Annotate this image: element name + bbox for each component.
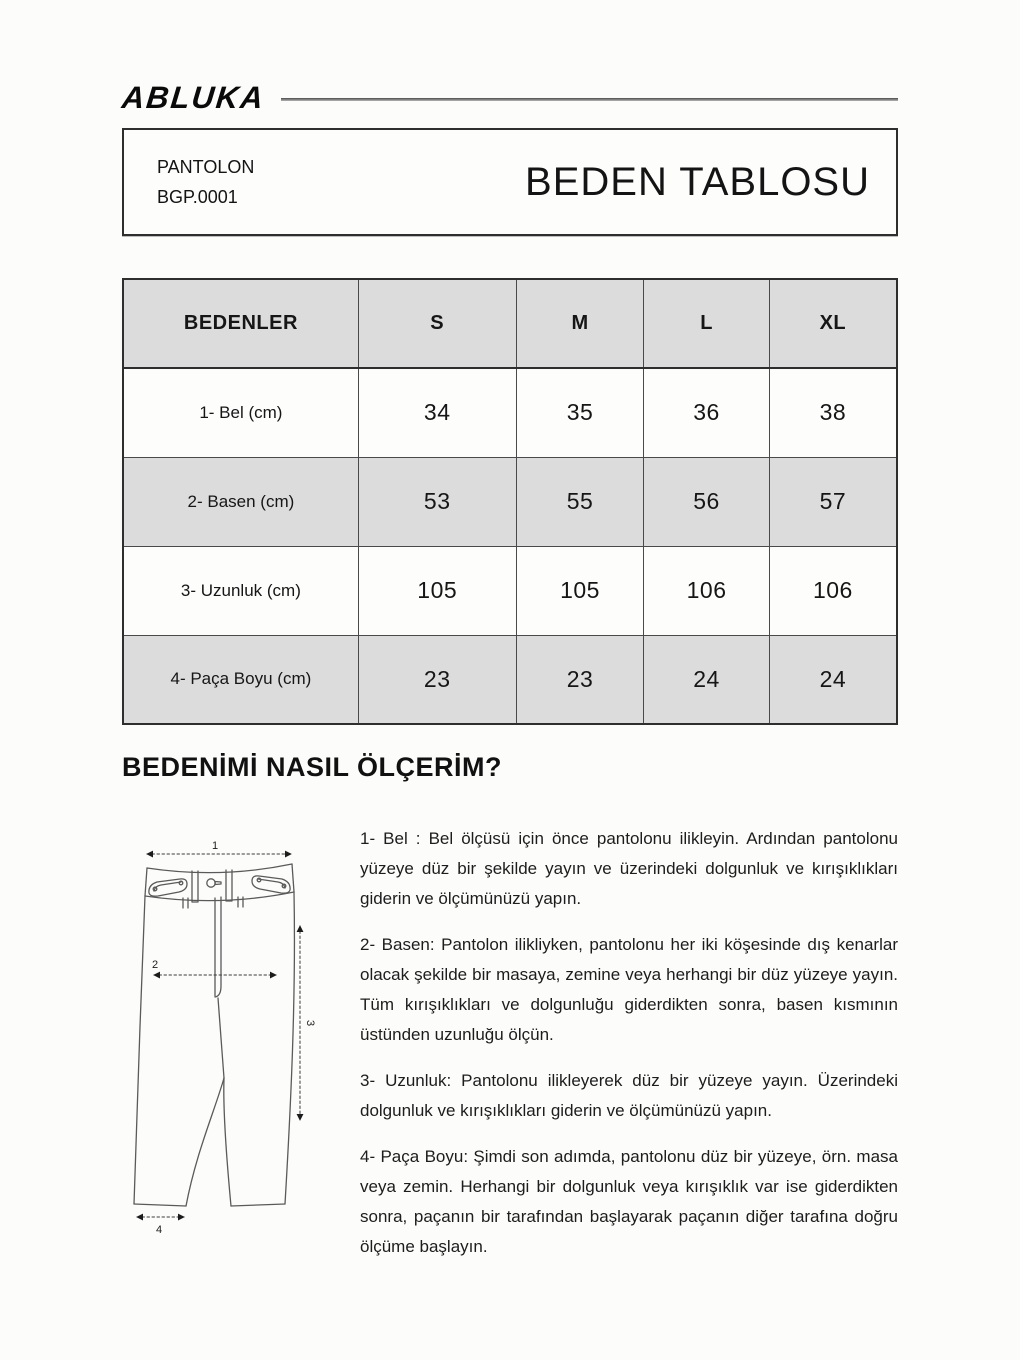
- header-divider-line: [281, 98, 898, 101]
- diagram-column: [122, 824, 360, 1238]
- pocket-right-stitch: [258, 879, 285, 888]
- table-row-uzunluk: [123, 546, 897, 635]
- page-title: BEDEN TABLOSU: [525, 159, 870, 204]
- marker-label-hem: 4: [155, 1224, 163, 1236]
- col-header-l: L: [644, 279, 769, 368]
- cell-value: 35: [516, 368, 644, 457]
- belt-loop-right: [226, 870, 232, 901]
- cell-value: 24: [769, 635, 897, 724]
- cell-value: 23: [358, 635, 516, 724]
- marker-label-hip: 2: [152, 959, 159, 971]
- col-header-xl: XL: [769, 279, 897, 368]
- rivet-icon: [179, 881, 183, 885]
- cell-value: 56: [644, 457, 769, 546]
- cell-value: 23: [516, 635, 644, 724]
- cell-value: 105: [358, 546, 516, 635]
- cell-value: 105: [516, 546, 644, 635]
- table-row-bel: [123, 368, 897, 457]
- fly-curve: [215, 897, 221, 997]
- instruction-paragraph-bel: 1- Bel : Bel ölçüsü için önce pantolonu ilikleyin. Ardından pantolonu yüzeye düz bir şekilde yayın ve üzerindeki dolgunluk ve kırışıklıkları giderin ve ölçümünüzü yapın.: [360, 829, 898, 908]
- row-label: 4- Paça Boyu (cm): [123, 635, 358, 724]
- cell-value: 106: [769, 546, 897, 635]
- marker-label-waist: 1: [211, 840, 219, 852]
- cell-value: 53: [358, 457, 516, 546]
- button-icon: [207, 879, 215, 887]
- brand-header: [122, 80, 898, 116]
- waistband-top-line: [147, 864, 292, 873]
- cell-value: 34: [358, 368, 516, 457]
- row-label: 3- Uzunluk (cm): [123, 546, 358, 635]
- table-row-paca-boyu: [123, 635, 897, 724]
- table-row-basen: [123, 457, 897, 546]
- waistband-right-edge: [292, 864, 294, 892]
- left-leg-outer-seam: [134, 896, 145, 1204]
- product-code: BGP.0001: [157, 186, 238, 207]
- instruction-paragraph-paca-boyu: 4- Paça Boyu: Şimdi son adımda, pantolonu düz bir yüzeye, örn. masa veya zemin. Herhangi bir dolgunluk veya kırışıklık var ise giderdikten sonra, paçanın bir tarafından başlayarak paçanın diğer tarafına doğru ölçüme başlayın.: [360, 1147, 898, 1256]
- product-meta: [157, 157, 254, 208]
- title-card: [122, 128, 898, 236]
- marker-label-length: 3: [304, 1019, 316, 1027]
- measure-instructions: [360, 824, 898, 1278]
- pocket-left-stitch: [154, 882, 181, 891]
- cell-value: 24: [644, 635, 769, 724]
- cell-value: 38: [769, 368, 897, 457]
- row-label: 2- Basen (cm): [123, 457, 358, 546]
- row-label: 1- Bel (cm): [123, 368, 358, 457]
- rivet-icon: [257, 878, 261, 882]
- right-leg-inner-seam: [224, 1078, 231, 1206]
- pants-measurement-diagram: [124, 838, 344, 1238]
- brand-logo: ABLUKA: [120, 80, 267, 115]
- size-table-header-row: [123, 279, 897, 368]
- instruction-paragraph-basen: 2- Basen: Pantolon ilikliyken, pantolonu her iki köşesinde dış kenarlar olacak şekilde bir masaya, zemine veya herhangi bir düz yüzeye yayın. Tüm kırışıklıkları ve dolgunluğu giderdikten sonra, basen kısmının üstünden uzunluğu ölçün.: [360, 935, 898, 1044]
- center-seam: [218, 998, 224, 1078]
- instruction-paragraph-uzunluk: 3- Uzunluk: Pantolonu ilikleyerek düz bir yüzeye yayın. Üzerindeki dolgunluk ve kırışıklıkları giderin ve ölçümünüzü yapın.: [360, 1071, 898, 1120]
- cell-value: 57: [769, 457, 897, 546]
- size-table: [122, 278, 898, 725]
- belt-loop-left: [192, 871, 198, 902]
- product-name: PANTOLON: [157, 156, 255, 177]
- waistband-left-edge: [145, 868, 147, 896]
- cell-value: 55: [516, 457, 644, 546]
- cell-value: 106: [644, 546, 769, 635]
- button-tail: [215, 882, 221, 885]
- col-header-bedenler: BEDENLER: [123, 279, 358, 368]
- cell-value: 36: [644, 368, 769, 457]
- measure-section-heading: BEDENİMİ NASIL ÖLÇERİM?: [122, 752, 503, 782]
- right-leg-outer-seam: [285, 892, 294, 1204]
- left-leg-inner-seam: [186, 1078, 224, 1206]
- belt-loop-outer-right: [238, 897, 243, 907]
- col-header-m: M: [516, 279, 644, 368]
- left-leg-hem: [134, 1204, 186, 1206]
- col-header-s: S: [358, 279, 516, 368]
- measure-section: [122, 824, 898, 1278]
- right-leg-hem: [231, 1204, 285, 1206]
- waistband-bottom-line: [145, 892, 294, 901]
